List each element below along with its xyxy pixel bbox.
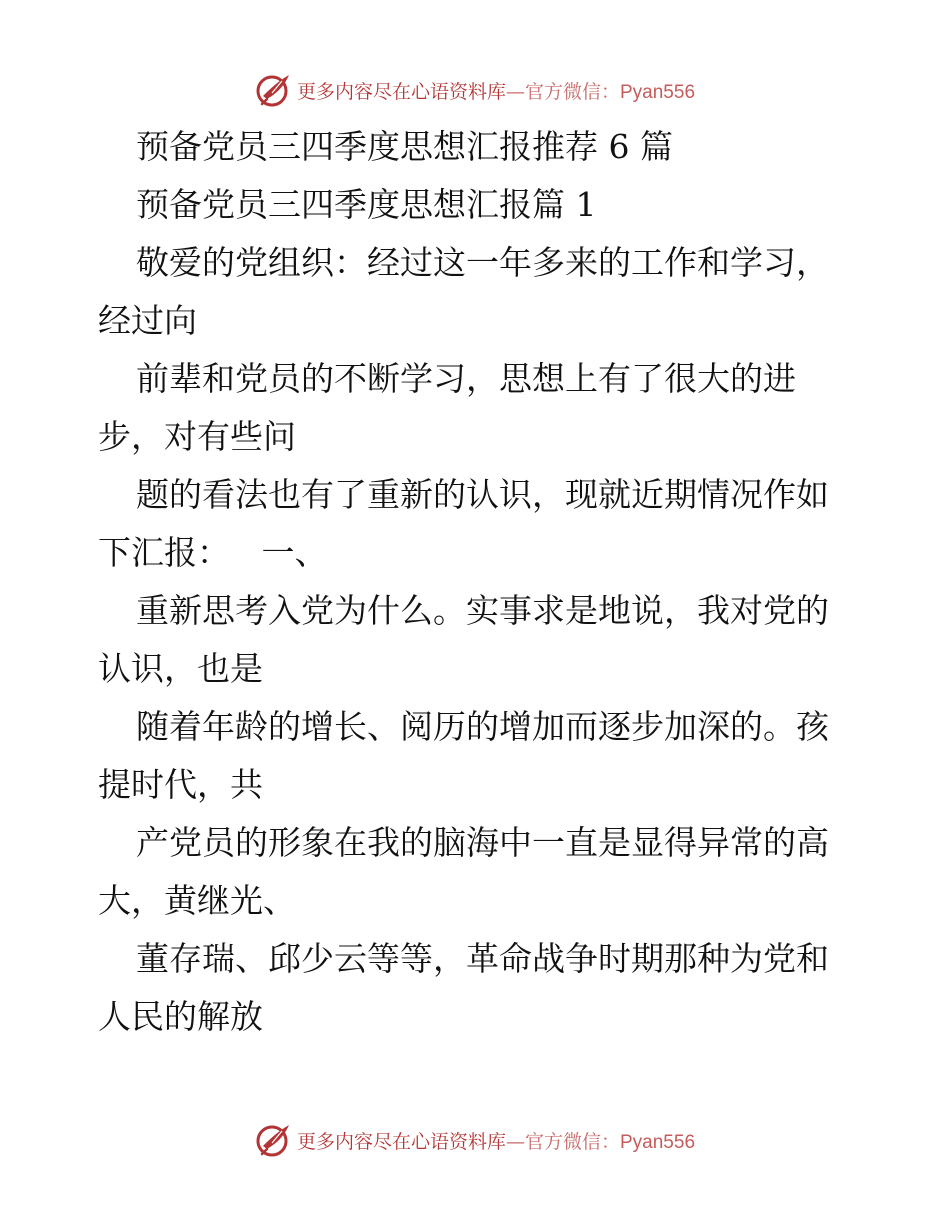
section-heading: 预备党员三四季度思想汇报篇 1 [136, 185, 597, 224]
paragraph-line: 经过向 [98, 301, 197, 340]
paragraph-line: 下汇报： 一、 [98, 533, 328, 572]
footer-wechat-id: Pyan556 [620, 1131, 696, 1153]
paragraph-line: 大，黄继光、 [98, 881, 296, 920]
footer-separator: — [505, 1130, 525, 1153]
footer-banner [0, 1120, 950, 1160]
paragraph-line: 敬爱的党组织：经过这一年多来的工作和学习， [136, 243, 829, 282]
header-wechat-label: 官方微信： [524, 80, 620, 103]
header-site-text: 更多内容尽在心语资料库 [296, 80, 506, 103]
paragraph-line: 提时代，共 [98, 765, 263, 804]
paragraph-line: 认识，也是 [98, 649, 263, 688]
paragraph-line: 步，对有些问 [98, 417, 296, 456]
paragraph-line: 董存瑞、邱少云等等，革命战争时期那种为党和 [136, 939, 829, 978]
header-wechat-id: Pyan556 [620, 81, 696, 103]
footer-site-text: 更多内容尽在心语资料库 [296, 1130, 506, 1153]
footer-wechat-label: 官方微信： [524, 1130, 620, 1153]
paragraph-line: 产党员的形象在我的脑海中一直是显得异常的高 [136, 823, 829, 862]
header-separator: — [505, 80, 525, 103]
document-title: 预备党员三四季度思想汇报推荐 6 篇 [136, 127, 673, 166]
paragraph-line: 前辈和党员的不断学习，思想上有了很大的进 [136, 359, 796, 398]
feather-pen-logo-icon [255, 1122, 293, 1158]
paragraph-line: 重新思考入党为什么。实事求是地说，我对党的 [136, 591, 829, 630]
paragraph-line: 题的看法也有了重新的认识，现就近期情况作如 [136, 475, 829, 514]
feather-pen-logo-icon [255, 72, 293, 108]
paragraph-line: 人民的解放 [98, 997, 263, 1036]
paragraph-line: 随着年龄的增长、阅历的增加而逐步加深的。孩 [136, 707, 829, 746]
document-body [98, 118, 868, 1046]
header-banner [0, 70, 950, 110]
